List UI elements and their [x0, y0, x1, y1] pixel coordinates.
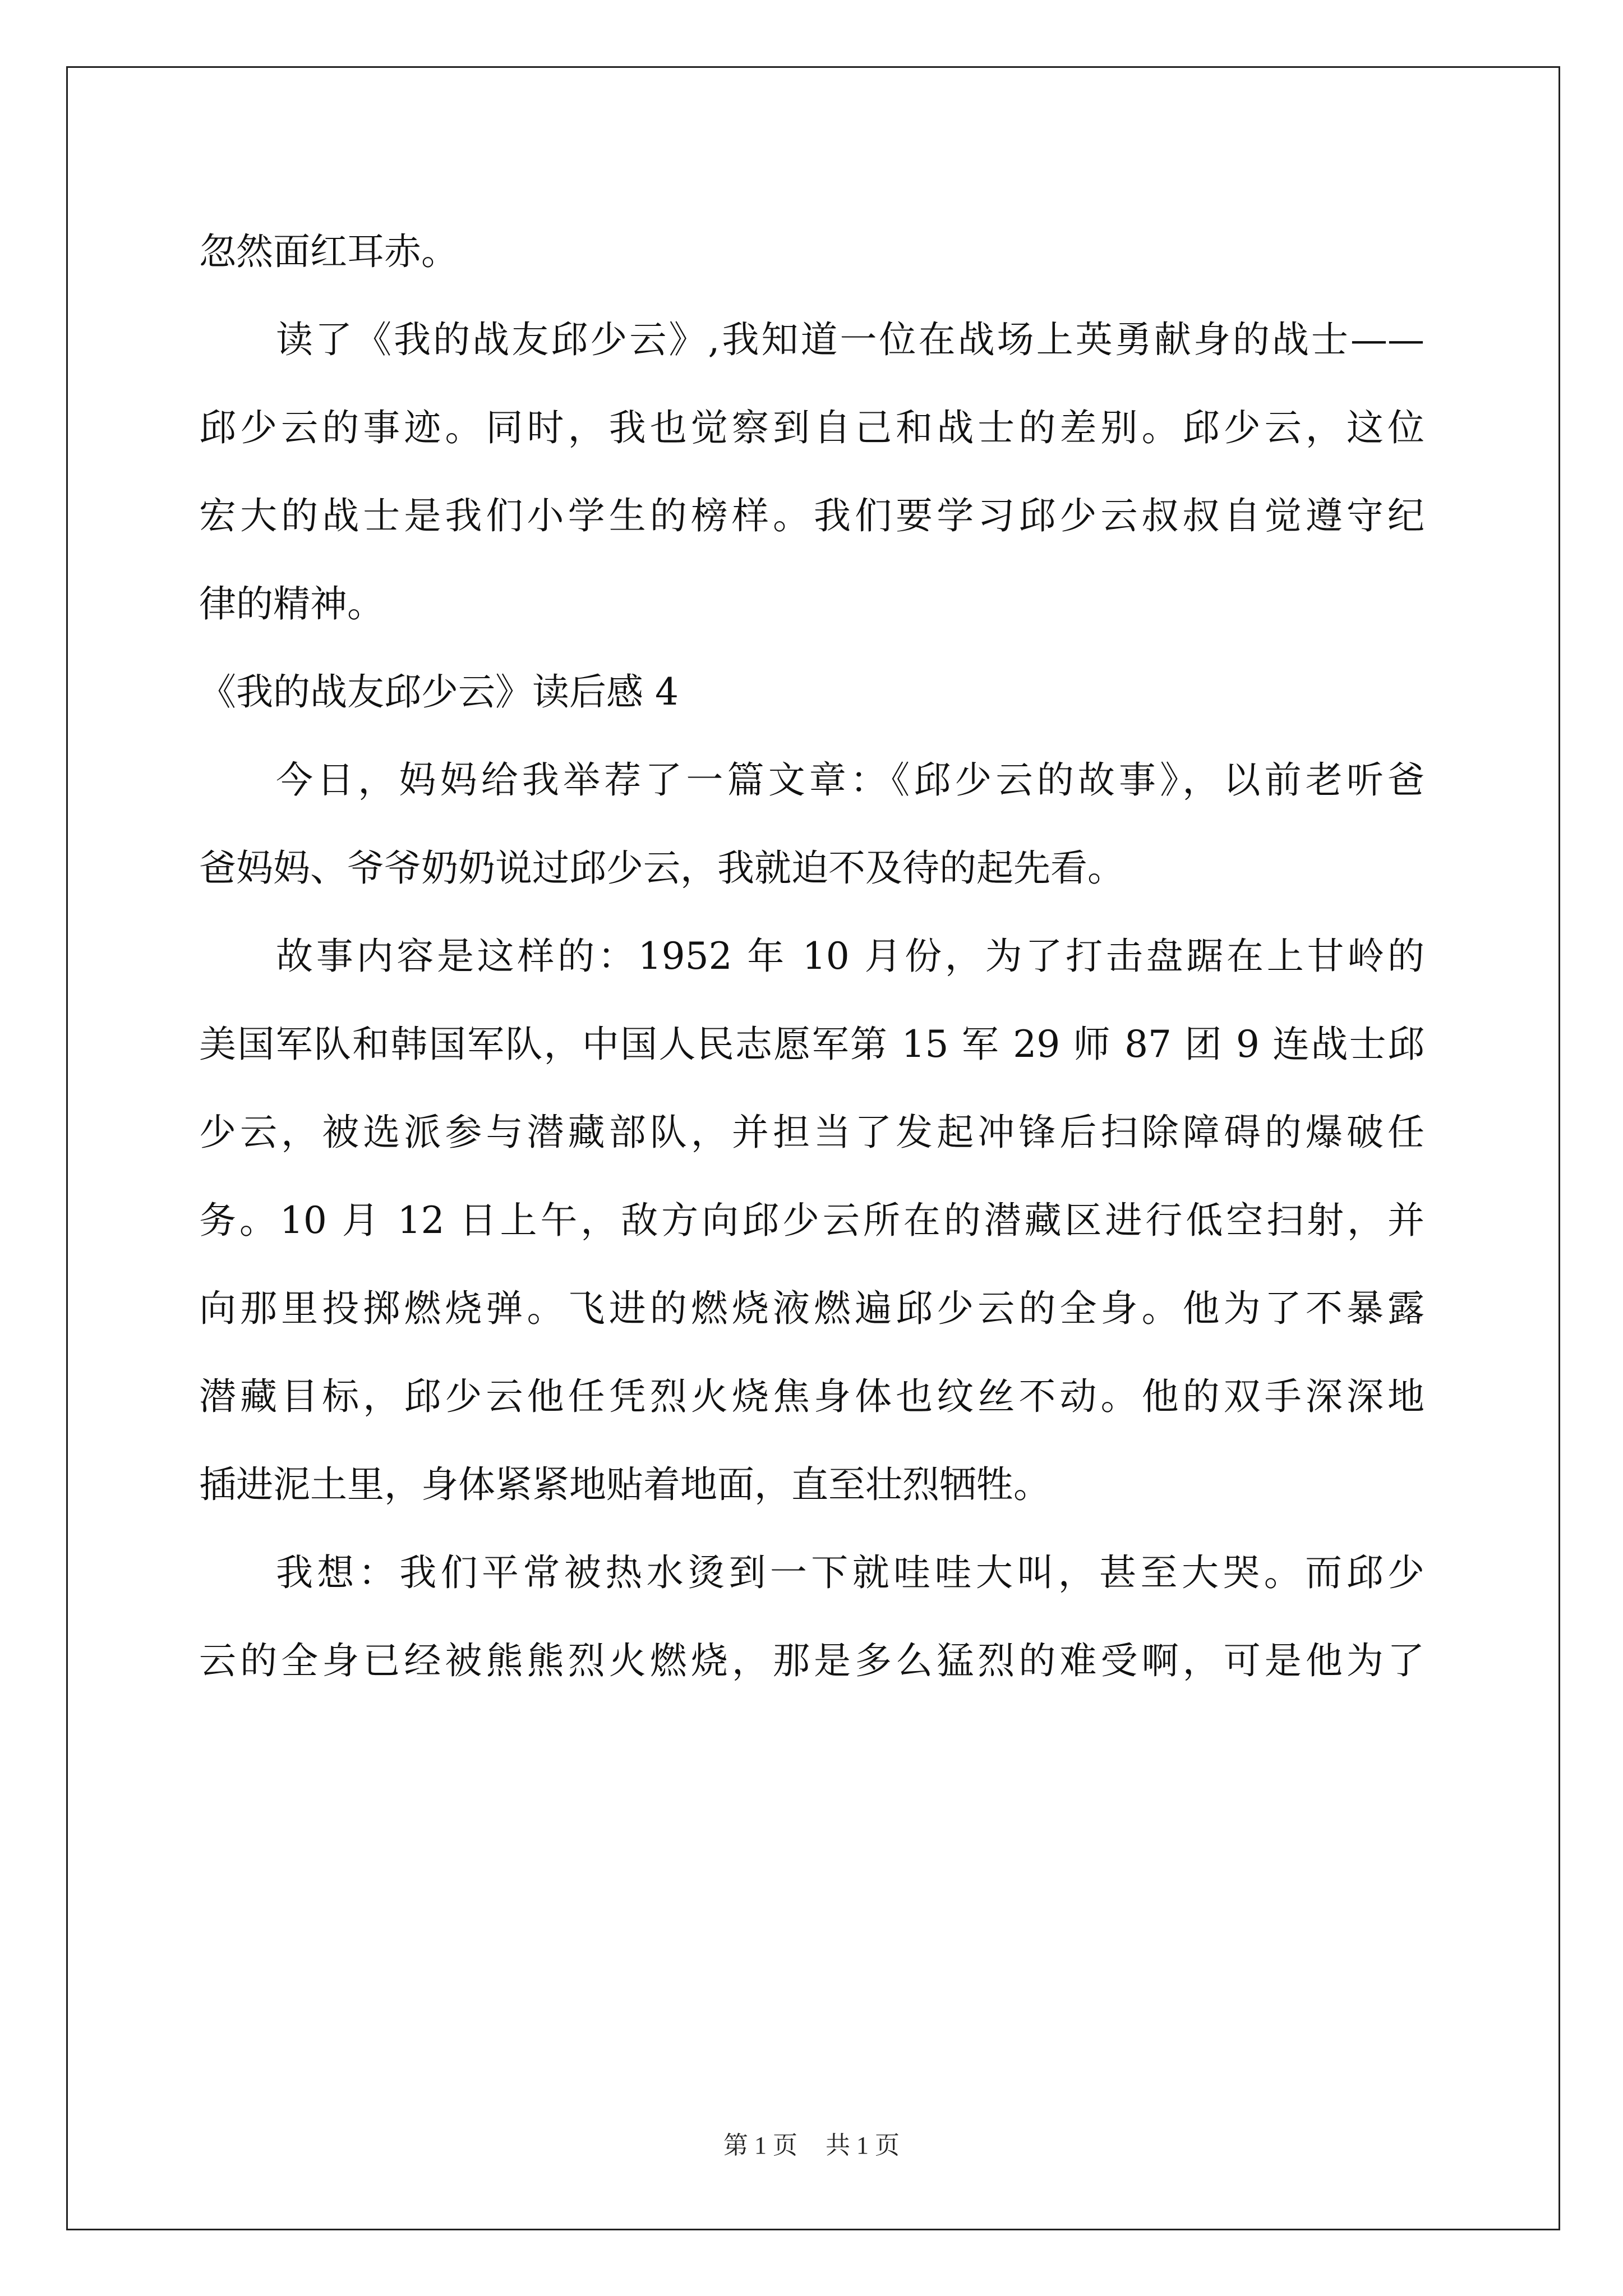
text-line: 故事内容是这样的：1952 年 10 月份，为了打击盘踞在上甘岭的: [276, 935, 1424, 978]
text-line: 潜藏目标，邱少云他任凭烈火烧焦身体也纹丝不动。他的双手深深地: [199, 1375, 1424, 1418]
text-line: 宏大的战士是我们小学生的榜样。我们要学习邱少云叔叔自觉遵守纪: [199, 494, 1424, 537]
text-line: 少云，被选派参与潜藏部队，并担当了发起冲锋后扫除障碍的爆破任: [199, 1111, 1424, 1154]
section-heading: 《我的战友邱少云》读后感 4: [199, 670, 679, 714]
text-line: 我想：我们平常被热水烫到一下就哇哇大叫，甚至大哭。而邱少: [276, 1551, 1424, 1594]
document-body: [199, 208, 1424, 1705]
text-line: 云的全身已经被熊熊烈火燃烧，那是多么猛烈的难受啊，可是他为了: [199, 1639, 1424, 1682]
text-line: 向那里投掷燃烧弹。飞进的燃烧液燃遍邱少云的全身。他为了不暴露: [199, 1287, 1424, 1330]
page-footer: [0, 2125, 1623, 2161]
text-line: 美国军队和韩国军队，中国人民志愿军第 15 军 29 师 87 团 9 连战士邱: [199, 1023, 1424, 1066]
text-line: 爸妈妈、爷爷奶奶说过邱少云，我就迫不及待的起先看。: [199, 846, 1124, 890]
text-line: 今日，妈妈给我举荐了一篇文章：《邱少云的故事》，以前老听爸: [276, 758, 1424, 802]
text-line: 务。10 月 12 日上午，敌方向邱少云所在的潜藏区进行低空扫射，并: [199, 1199, 1424, 1242]
text-line: 插进泥土里，身体紧紧地贴着地面，直至壮烈牺牲。: [199, 1463, 1050, 1506]
text-line: 忽然面红耳赤。: [199, 230, 458, 273]
text-line: 律的精神。: [199, 582, 384, 625]
page-number: 第 1 页: [723, 2132, 797, 2159]
text-line: 邱少云的事迹。同时，我也觉察到自己和战士的差别。邱少云，这位: [199, 406, 1424, 449]
page-total: 共 1 页: [826, 2132, 900, 2159]
text-line: 读了《我的战友邱少云》,我知道一位在战场上英勇献身的战士——: [276, 318, 1424, 361]
